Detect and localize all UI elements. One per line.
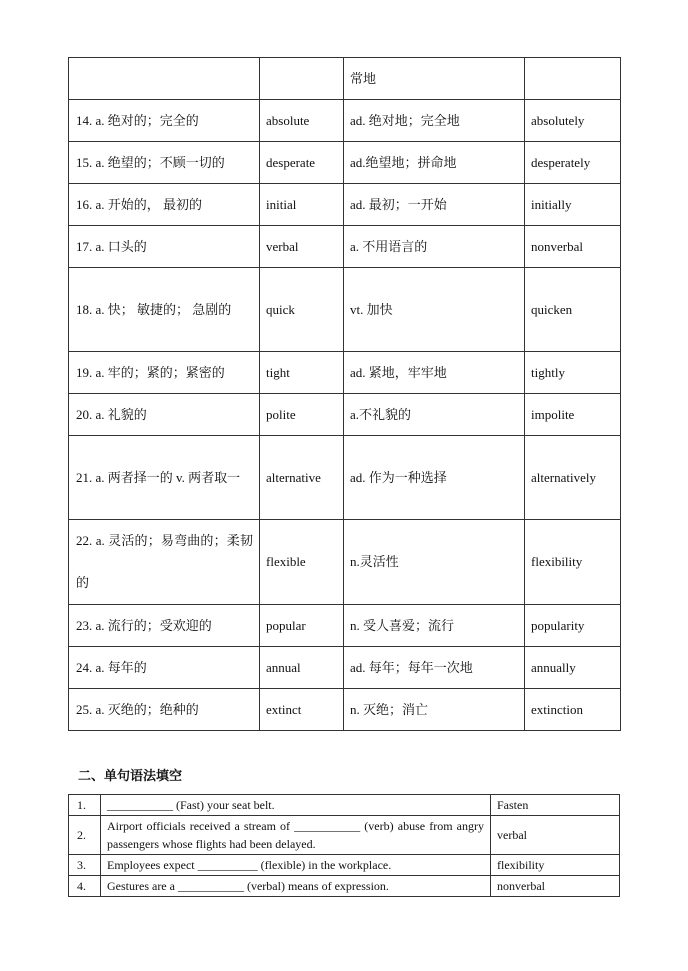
adjective-cell: 16. a. 开始的， 最初的 bbox=[69, 184, 260, 226]
table-row bbox=[69, 436, 621, 520]
word-cell: verbal bbox=[260, 226, 344, 268]
table-row bbox=[69, 689, 621, 731]
derived-meaning-cell: ad. 每年；每年一次地 bbox=[344, 647, 525, 689]
word-cell: alternative bbox=[260, 436, 344, 520]
table-row bbox=[69, 58, 621, 100]
word-cell: polite bbox=[260, 394, 344, 436]
derived-word-cell: alternatively bbox=[525, 436, 621, 520]
adjective-cell: 21. a. 两者择一的 v. 两者取一 bbox=[69, 436, 260, 520]
derived-meaning-cell: n. 灭绝；消亡 bbox=[344, 689, 525, 731]
derived-word-cell: quicken bbox=[525, 268, 621, 352]
derived-word-cell: extinction bbox=[525, 689, 621, 731]
word-cell: absolute bbox=[260, 100, 344, 142]
table-row bbox=[69, 605, 621, 647]
question-text: ___________ (Fast) your seat belt. bbox=[101, 795, 491, 816]
vocabulary-table bbox=[68, 57, 621, 731]
derived-word-cell: popularity bbox=[525, 605, 621, 647]
adjective-cell bbox=[69, 58, 260, 100]
question-number: 3. bbox=[69, 855, 101, 876]
derived-word-cell: desperately bbox=[525, 142, 621, 184]
answer-cell: Fasten bbox=[491, 795, 620, 816]
derived-word-cell: initially bbox=[525, 184, 621, 226]
derived-meaning-cell: n. 受人喜爱；流行 bbox=[344, 605, 525, 647]
word-cell: desperate bbox=[260, 142, 344, 184]
derived-meaning-cell: a. 不用语言的 bbox=[344, 226, 525, 268]
adjective-cell: 18. a. 快； 敏捷的； 急剧的 bbox=[69, 268, 260, 352]
derived-meaning-cell: ad. 绝对地；完全地 bbox=[344, 100, 525, 142]
adjective-cell: 23. a. 流行的；受欢迎的 bbox=[69, 605, 260, 647]
word-cell: extinct bbox=[260, 689, 344, 731]
table-row bbox=[69, 184, 621, 226]
derived-word-cell: tightly bbox=[525, 352, 621, 394]
derived-word-cell: absolutely bbox=[525, 100, 621, 142]
table-row bbox=[69, 795, 620, 816]
word-cell: annual bbox=[260, 647, 344, 689]
derived-meaning-cell: 常地 bbox=[344, 58, 525, 100]
table-row bbox=[69, 647, 621, 689]
adjective-cell: 17. a. 口头的 bbox=[69, 226, 260, 268]
question-number: 2. bbox=[69, 816, 101, 855]
table-row bbox=[69, 876, 620, 897]
answer-cell: nonverbal bbox=[491, 876, 620, 897]
table-row bbox=[69, 352, 621, 394]
adjective-cell: 14. a. 绝对的；完全的 bbox=[69, 100, 260, 142]
derived-meaning-cell: ad. 最初；一开始 bbox=[344, 184, 525, 226]
answer-cell: flexibility bbox=[491, 855, 620, 876]
word-cell: popular bbox=[260, 605, 344, 647]
table-row bbox=[69, 394, 621, 436]
table-row bbox=[69, 100, 621, 142]
table-row bbox=[69, 142, 621, 184]
word-cell: quick bbox=[260, 268, 344, 352]
answer-cell: verbal bbox=[491, 816, 620, 855]
question-text: Airport officials received a stream of ___________ (verb) abuse from angry passengers whose flights had been delayed. bbox=[101, 816, 491, 855]
table-row bbox=[69, 520, 621, 605]
adjective-cell: 20. a. 礼貌的 bbox=[69, 394, 260, 436]
adjective-cell: 25. a. 灭绝的；绝种的 bbox=[69, 689, 260, 731]
adjective-cell: 22. a. 灵活的；易弯曲的；柔韧的 bbox=[69, 520, 260, 605]
table-row bbox=[69, 268, 621, 352]
adjective-cell: 15. a. 绝望的；不顾一切的 bbox=[69, 142, 260, 184]
question-number: 1. bbox=[69, 795, 101, 816]
derived-meaning-cell: ad. 紧地，牢牢地 bbox=[344, 352, 525, 394]
word-cell: flexible bbox=[260, 520, 344, 605]
derived-word-cell: annually bbox=[525, 647, 621, 689]
adjective-cell: 19. a. 牢的；紧的；紧密的 bbox=[69, 352, 260, 394]
derived-meaning-cell: ad. 作为一种选择 bbox=[344, 436, 525, 520]
derived-meaning-cell: ad.绝望地；拼命地 bbox=[344, 142, 525, 184]
question-text: Gestures are a ___________ (verbal) means of expression. bbox=[101, 876, 491, 897]
question-text: Employees expect __________ (flexible) in the workplace. bbox=[101, 855, 491, 876]
table-row bbox=[69, 855, 620, 876]
table-row bbox=[69, 226, 621, 268]
derived-word-cell bbox=[525, 58, 621, 100]
section-title: 二、单句语法填空 bbox=[78, 769, 183, 784]
derived-word-cell: nonverbal bbox=[525, 226, 621, 268]
grammar-fill-in-table bbox=[68, 794, 620, 897]
word-cell: tight bbox=[260, 352, 344, 394]
table-row bbox=[69, 816, 620, 855]
derived-meaning-cell: n.灵活性 bbox=[344, 520, 525, 605]
derived-meaning-cell: vt. 加快 bbox=[344, 268, 525, 352]
adjective-cell: 24. a. 每年的 bbox=[69, 647, 260, 689]
derived-word-cell: flexibility bbox=[525, 520, 621, 605]
derived-word-cell: impolite bbox=[525, 394, 621, 436]
question-number: 4. bbox=[69, 876, 101, 897]
derived-meaning-cell: a.不礼貌的 bbox=[344, 394, 525, 436]
word-cell bbox=[260, 58, 344, 100]
word-cell: initial bbox=[260, 184, 344, 226]
